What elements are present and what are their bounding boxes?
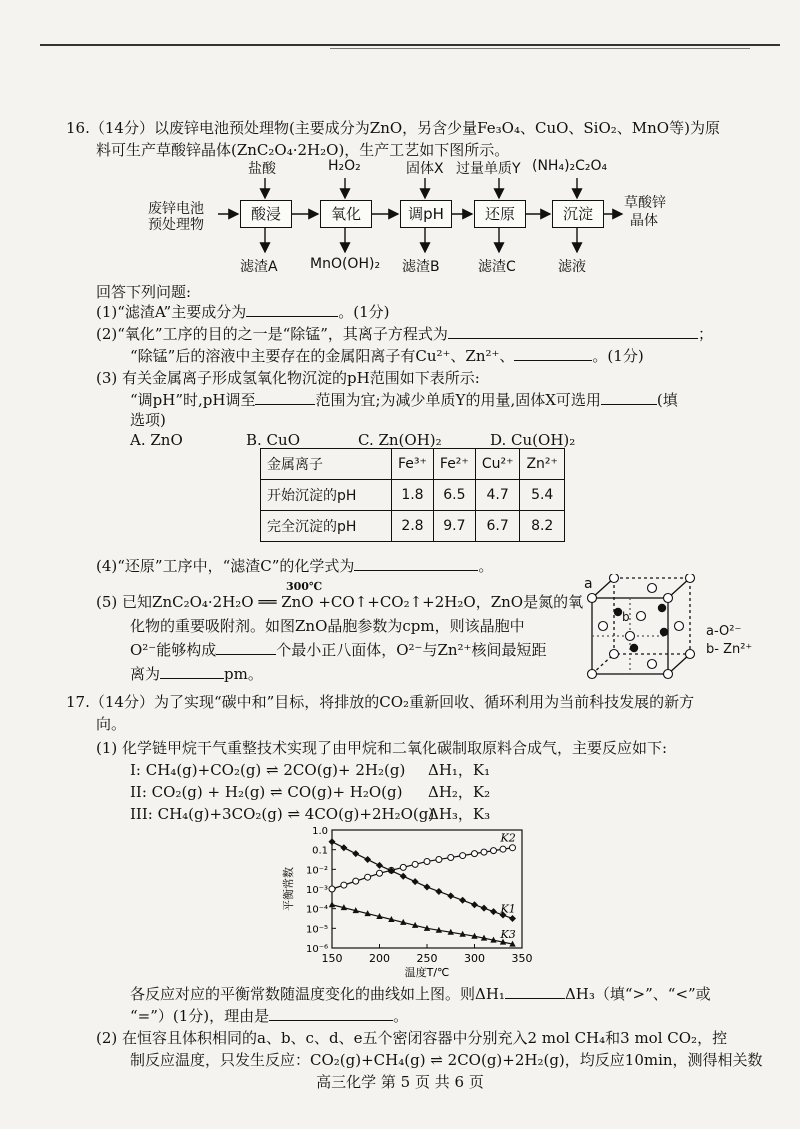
marker-K1 bbox=[329, 838, 336, 845]
ph-table-cell: 2.8 bbox=[392, 511, 434, 542]
q16-prompt: 回答下列问题: bbox=[96, 283, 192, 301]
ph-table-cell: 9.7 bbox=[433, 511, 475, 542]
ph-table-cell: 8.2 bbox=[520, 511, 564, 542]
x-tick-label: 250 bbox=[416, 952, 438, 965]
y-tick-label: 10⁻² bbox=[305, 865, 328, 877]
reaction-2-dh: ΔH₂，K₂ bbox=[428, 783, 491, 801]
marker-K2 bbox=[472, 851, 478, 857]
reaction-1-dh: ΔH₁，K₁ bbox=[428, 761, 491, 779]
marker-K2 bbox=[510, 845, 516, 851]
option-c: C. Zn(OH)₂ bbox=[358, 431, 442, 449]
option-b: B. CuO bbox=[246, 431, 300, 449]
marker-K1 bbox=[364, 856, 371, 863]
ph-table-cell: 1.8 bbox=[392, 480, 434, 511]
cell-label-a: a bbox=[584, 576, 593, 592]
marker-K1 bbox=[435, 888, 442, 895]
ph-table-row bbox=[261, 511, 565, 542]
y-axis-label: 平衡常数 bbox=[282, 867, 295, 911]
answer-blank-2a[interactable] bbox=[448, 324, 698, 339]
answer-blank-17a[interactable] bbox=[505, 984, 565, 999]
reaction-3: III: CH₄(g)+3CO₂(g) ⇌ 4CO(g)+2H₂O(g) bbox=[130, 805, 435, 823]
q17-part1: (1) 化学链甲烷干气重整技术实现了由甲烷和二氧化碳制取原料合成气，主要反应如下: bbox=[96, 739, 668, 757]
unit-cell-drawing bbox=[580, 574, 700, 684]
marker-K1 bbox=[376, 862, 383, 869]
output-mno-oh2: MnO(OH)₂ bbox=[310, 256, 381, 272]
q16-part5d: 离为 pm。 bbox=[130, 665, 263, 683]
x-tick-label: 200 bbox=[369, 952, 390, 965]
y-tick-label: 1.0 bbox=[312, 826, 328, 837]
answer-blank-5a[interactable] bbox=[216, 640, 276, 655]
answer-blank-2b[interactable] bbox=[514, 346, 592, 361]
y-tick-label: 10⁻⁵ bbox=[305, 924, 328, 936]
answer-blank-1[interactable] bbox=[246, 302, 338, 317]
cell-legend-zn: b- Zn²⁺ bbox=[706, 642, 753, 657]
y-tick-label: 0.1 bbox=[312, 845, 328, 857]
series-label-K1: K1 bbox=[500, 902, 516, 916]
marker-K1 bbox=[340, 844, 347, 851]
marker-K2 bbox=[400, 864, 406, 870]
marker-K2 bbox=[460, 853, 466, 859]
x-axis-label: 温度T/℃ bbox=[404, 966, 450, 979]
answer-blank-4[interactable] bbox=[354, 556, 478, 571]
q16-part4: (4)“还原”工序中，“滤渣C”的化学式为 。 bbox=[96, 557, 494, 575]
marker-K1 bbox=[481, 905, 488, 912]
ph-table-cell: 金属离子 bbox=[261, 449, 392, 480]
y-tick-label: 10⁻⁶ bbox=[305, 944, 328, 955]
flow-end-1: 草酸锌 bbox=[624, 195, 666, 211]
page-footer: 高三化学 第 5 页 共 6 页 bbox=[316, 1073, 484, 1091]
flow-arrows bbox=[0, 0, 800, 290]
q16-part3b: “调pH”时,pH调至 范围为宜;为减少单质Y的用量,固体X可选用 (填 bbox=[130, 391, 678, 409]
answer-blank-3b[interactable] bbox=[601, 390, 657, 405]
marker-K1 bbox=[471, 901, 478, 908]
marker-K2 bbox=[481, 849, 487, 855]
marker-K2 bbox=[353, 878, 359, 884]
ph-table-cell: 开始沉淀的pH bbox=[261, 480, 392, 511]
q16-intro-1: 16.（14分）以废锌电池预处理物(主要成分为ZnO，另含少量Fe₃O₄、CuO、SiO₂、MnO等)为原 bbox=[66, 119, 720, 137]
input-hcl: 盐酸 bbox=[248, 161, 276, 177]
q16-part2a: (2)“氧化”工序的目的之一是“除锰”，其离子方程式为 ； bbox=[96, 325, 713, 343]
ph-table-cell: Fe³⁺ bbox=[392, 449, 434, 480]
marker-K2 bbox=[341, 882, 347, 888]
marker-K2 bbox=[412, 861, 418, 867]
reaction-2: II: CO₂(g) + H₂(g) ⇌ CO(g)+ H₂O(g) bbox=[130, 783, 403, 801]
ph-table-cell: Cu²⁺ bbox=[475, 449, 520, 480]
q16-part3c: 选项) bbox=[130, 411, 166, 429]
marker-K2 bbox=[365, 874, 371, 880]
q16-part2b: “除锰”后的溶液中主要存在的金属阳离子有Cu²⁺、Zn²⁺、 。(1分) bbox=[130, 347, 644, 365]
flow-end-2: 晶体 bbox=[630, 213, 658, 229]
marker-K1 bbox=[424, 884, 431, 891]
step-reduce: 还原 bbox=[474, 200, 526, 228]
ph-table-cell: 6.7 bbox=[475, 511, 520, 542]
flow-start-1: 废锌电池 bbox=[148, 201, 204, 217]
q17-intro-1: 17.（14分）为了实现“碳中和”目标，将排放的CO₂重新回收、循环利用为当前科技发展的新方 bbox=[66, 693, 695, 711]
marker-K1 bbox=[400, 873, 407, 880]
ph-table-header bbox=[261, 449, 565, 480]
q16-part5c: O²⁻能够构成 个最小正八面体，O²⁻与Zn²⁺核间最短距 bbox=[130, 641, 547, 659]
x-tick-label: 300 bbox=[464, 952, 485, 965]
marker-K2 bbox=[329, 886, 335, 892]
y-tick-label: 10⁻⁴ bbox=[305, 904, 328, 916]
q16-part1: (1)“滤渣A”主要成分为 。(1分) bbox=[96, 303, 390, 321]
cell-label-b: b bbox=[622, 610, 630, 624]
step-acid-leach: 酸浸 bbox=[240, 200, 292, 228]
marker-K1 bbox=[412, 878, 419, 885]
marker-K1 bbox=[509, 915, 516, 922]
ph-table-cell: 6.5 bbox=[433, 480, 475, 511]
input-h2o2: H₂O₂ bbox=[328, 158, 361, 174]
reaction-1: I: CH₄(g)+CO₂(g) ⇌ 2CO(g)+ 2H₂(g) bbox=[130, 761, 406, 779]
output-filtrate: 滤液 bbox=[558, 259, 586, 275]
step-oxidize: 氧化 bbox=[320, 200, 372, 228]
step-adjust-ph: 调pH bbox=[400, 200, 452, 228]
decomp-condition: 300℃ bbox=[286, 580, 323, 593]
equilibrium-constant-chart bbox=[280, 822, 540, 982]
input-element-y: 过量单质Y bbox=[456, 161, 521, 177]
output-residue-c: 滤渣C bbox=[478, 259, 516, 275]
marker-K2 bbox=[448, 855, 454, 861]
q16-part3a: (3) 有关金属离子形成氢氧化物沉淀的pH范围如下表所示: bbox=[96, 369, 480, 387]
answer-blank-5b[interactable] bbox=[160, 664, 224, 679]
input-solid-x: 固体X bbox=[406, 161, 444, 177]
q16-part5b: 化物的重要吸附剂。如图ZnO晶胞参数为cpm，则该晶胞中 bbox=[130, 617, 525, 635]
ph-table-row bbox=[261, 480, 565, 511]
marker-K2 bbox=[377, 870, 383, 876]
q17-part2a: (2) 在恒容且体积相同的a、b、c、d、e五个密闭容器中分别充入2 mol CH₄和3 mol CO₂，控 bbox=[96, 1029, 728, 1047]
marker-K2 bbox=[424, 858, 430, 864]
input-ammonium-oxalate: (NH₄)₂C₂O₄ bbox=[532, 158, 608, 174]
ph-table-cell: Fe²⁺ bbox=[433, 449, 475, 480]
answer-blank-3a[interactable] bbox=[255, 390, 315, 405]
q16-part5a: (5) 已知ZnC₂O₄·2H₂O ══ ZnO +CO↑+CO₂↑+2H₂O，ZnO是氮的氧 bbox=[96, 593, 584, 611]
option-d: D. Cu(OH)₂ bbox=[490, 431, 576, 449]
marker-K1 bbox=[447, 892, 454, 899]
step-precipitate: 沉淀 bbox=[552, 200, 604, 228]
q17-part2b: 制反应温度，只发生反应：CO₂(g)+CH₄(g) ⇌ 2CO(g)+2H₂(g)，均反应10min，测得相关数 bbox=[130, 1051, 763, 1069]
y-tick-label: 10⁻³ bbox=[305, 885, 328, 896]
cell-legend-o: a-O²⁻ bbox=[706, 624, 742, 639]
x-tick-label: 150 bbox=[321, 952, 343, 965]
ph-table-cell: Zn²⁺ bbox=[520, 449, 564, 480]
series-label-K2: K2 bbox=[500, 831, 516, 845]
x-tick-label: 350 bbox=[511, 952, 533, 965]
marker-K3 bbox=[329, 901, 335, 907]
answer-blank-17b[interactable] bbox=[269, 1006, 393, 1021]
reaction-3-dh: ΔH₃，K₃ bbox=[428, 805, 491, 823]
output-residue-b: 滤渣B bbox=[402, 259, 440, 275]
ph-table-cell: 4.7 bbox=[475, 480, 520, 511]
q17-intro-2: 向。 bbox=[96, 715, 127, 733]
series-label-K3: K3 bbox=[500, 928, 516, 942]
option-a: A. ZnO bbox=[130, 431, 183, 449]
marker-K1 bbox=[352, 850, 359, 857]
marker-K2 bbox=[491, 848, 497, 854]
q17-after-2: “=”）(1分)，理由是 。 bbox=[130, 1007, 409, 1025]
q17-after-1: 各反应对应的平衡常数随温度变化的曲线如上图。则ΔH₁ ΔH₃（填“>”、“<”或 bbox=[130, 985, 711, 1003]
ph-table-cell: 完全沉淀的pH bbox=[261, 511, 392, 542]
ph-table bbox=[260, 448, 565, 542]
ph-table-cell: 5.4 bbox=[520, 480, 564, 511]
marker-K1 bbox=[459, 897, 466, 904]
marker-K2 bbox=[436, 857, 442, 863]
flow-start-2: 预处理物 bbox=[148, 217, 204, 233]
marker-K1 bbox=[490, 908, 497, 915]
q16-intro-2: 料可生产草酸锌晶体(ZnC₂O₄·2H₂O)，生产工艺如下图所示。 bbox=[96, 141, 510, 159]
marker-K2 bbox=[500, 846, 506, 852]
output-residue-a: 滤渣A bbox=[240, 259, 278, 275]
